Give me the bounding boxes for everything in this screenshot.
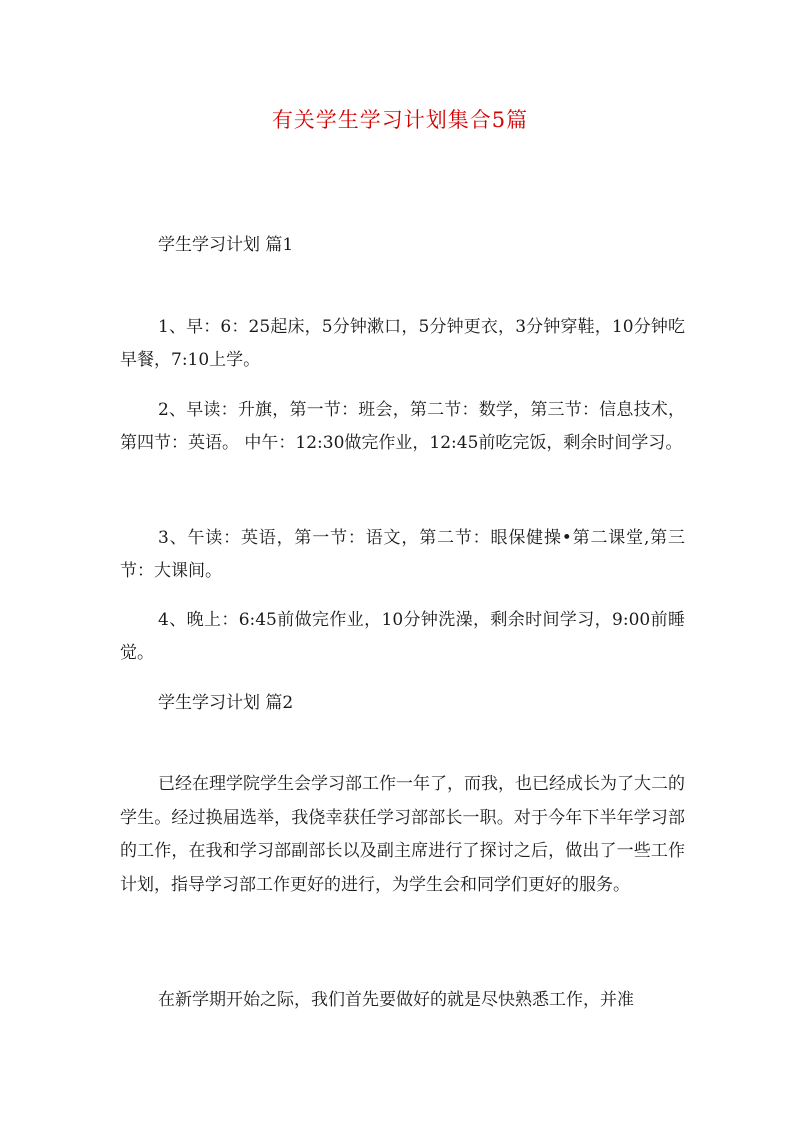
document-title: 有关学生学习计划集合5篇	[271, 108, 529, 132]
section-1-paragraph-3: 3、午读：英语，第一节：语文，第二节：眼保健操•第二课堂,第三节：大课间。	[120, 528, 685, 581]
section-1-paragraph-1: 1、早：6：25起床，5分钟漱口，5分钟更衣，3分钟穿鞋，10分钟吃早餐，7:10上学。	[120, 317, 685, 370]
section-2-paragraph-2: 在新学期开始之际，我们首先要做好的就是尽快熟悉工作，并准	[158, 990, 634, 1010]
section-1-heading: 学生学习计划 篇1	[158, 235, 294, 255]
section-2-paragraph-1: 已经在理学院学生会学习部工作一年了，而我，也已经成长为了大二的学生。经过换届选举，我侥幸获任学习部部长一职。对于今年下半年学习部的工作，在我和学习部副部长以及副主席进行了探讨之后，做出了一些工作计划，指导学习部工作更好的进行，为学生会和同学们更好的服务。	[120, 774, 685, 895]
section-1-paragraph-4: 4、晚上：6:45前做完作业，10分钟洗澡，剩余时间学习，9:00前睡觉。	[120, 610, 685, 663]
section-1-paragraph-2: 2、早读：升旗，第一节：班会，第二节：数学，第三节：信息技术，第四节：英语。 中午：12:30做完作业，12:45前吃完饭，剩余时间学习。	[120, 400, 685, 453]
section-2-heading: 学生学习计划 篇2	[158, 693, 294, 713]
